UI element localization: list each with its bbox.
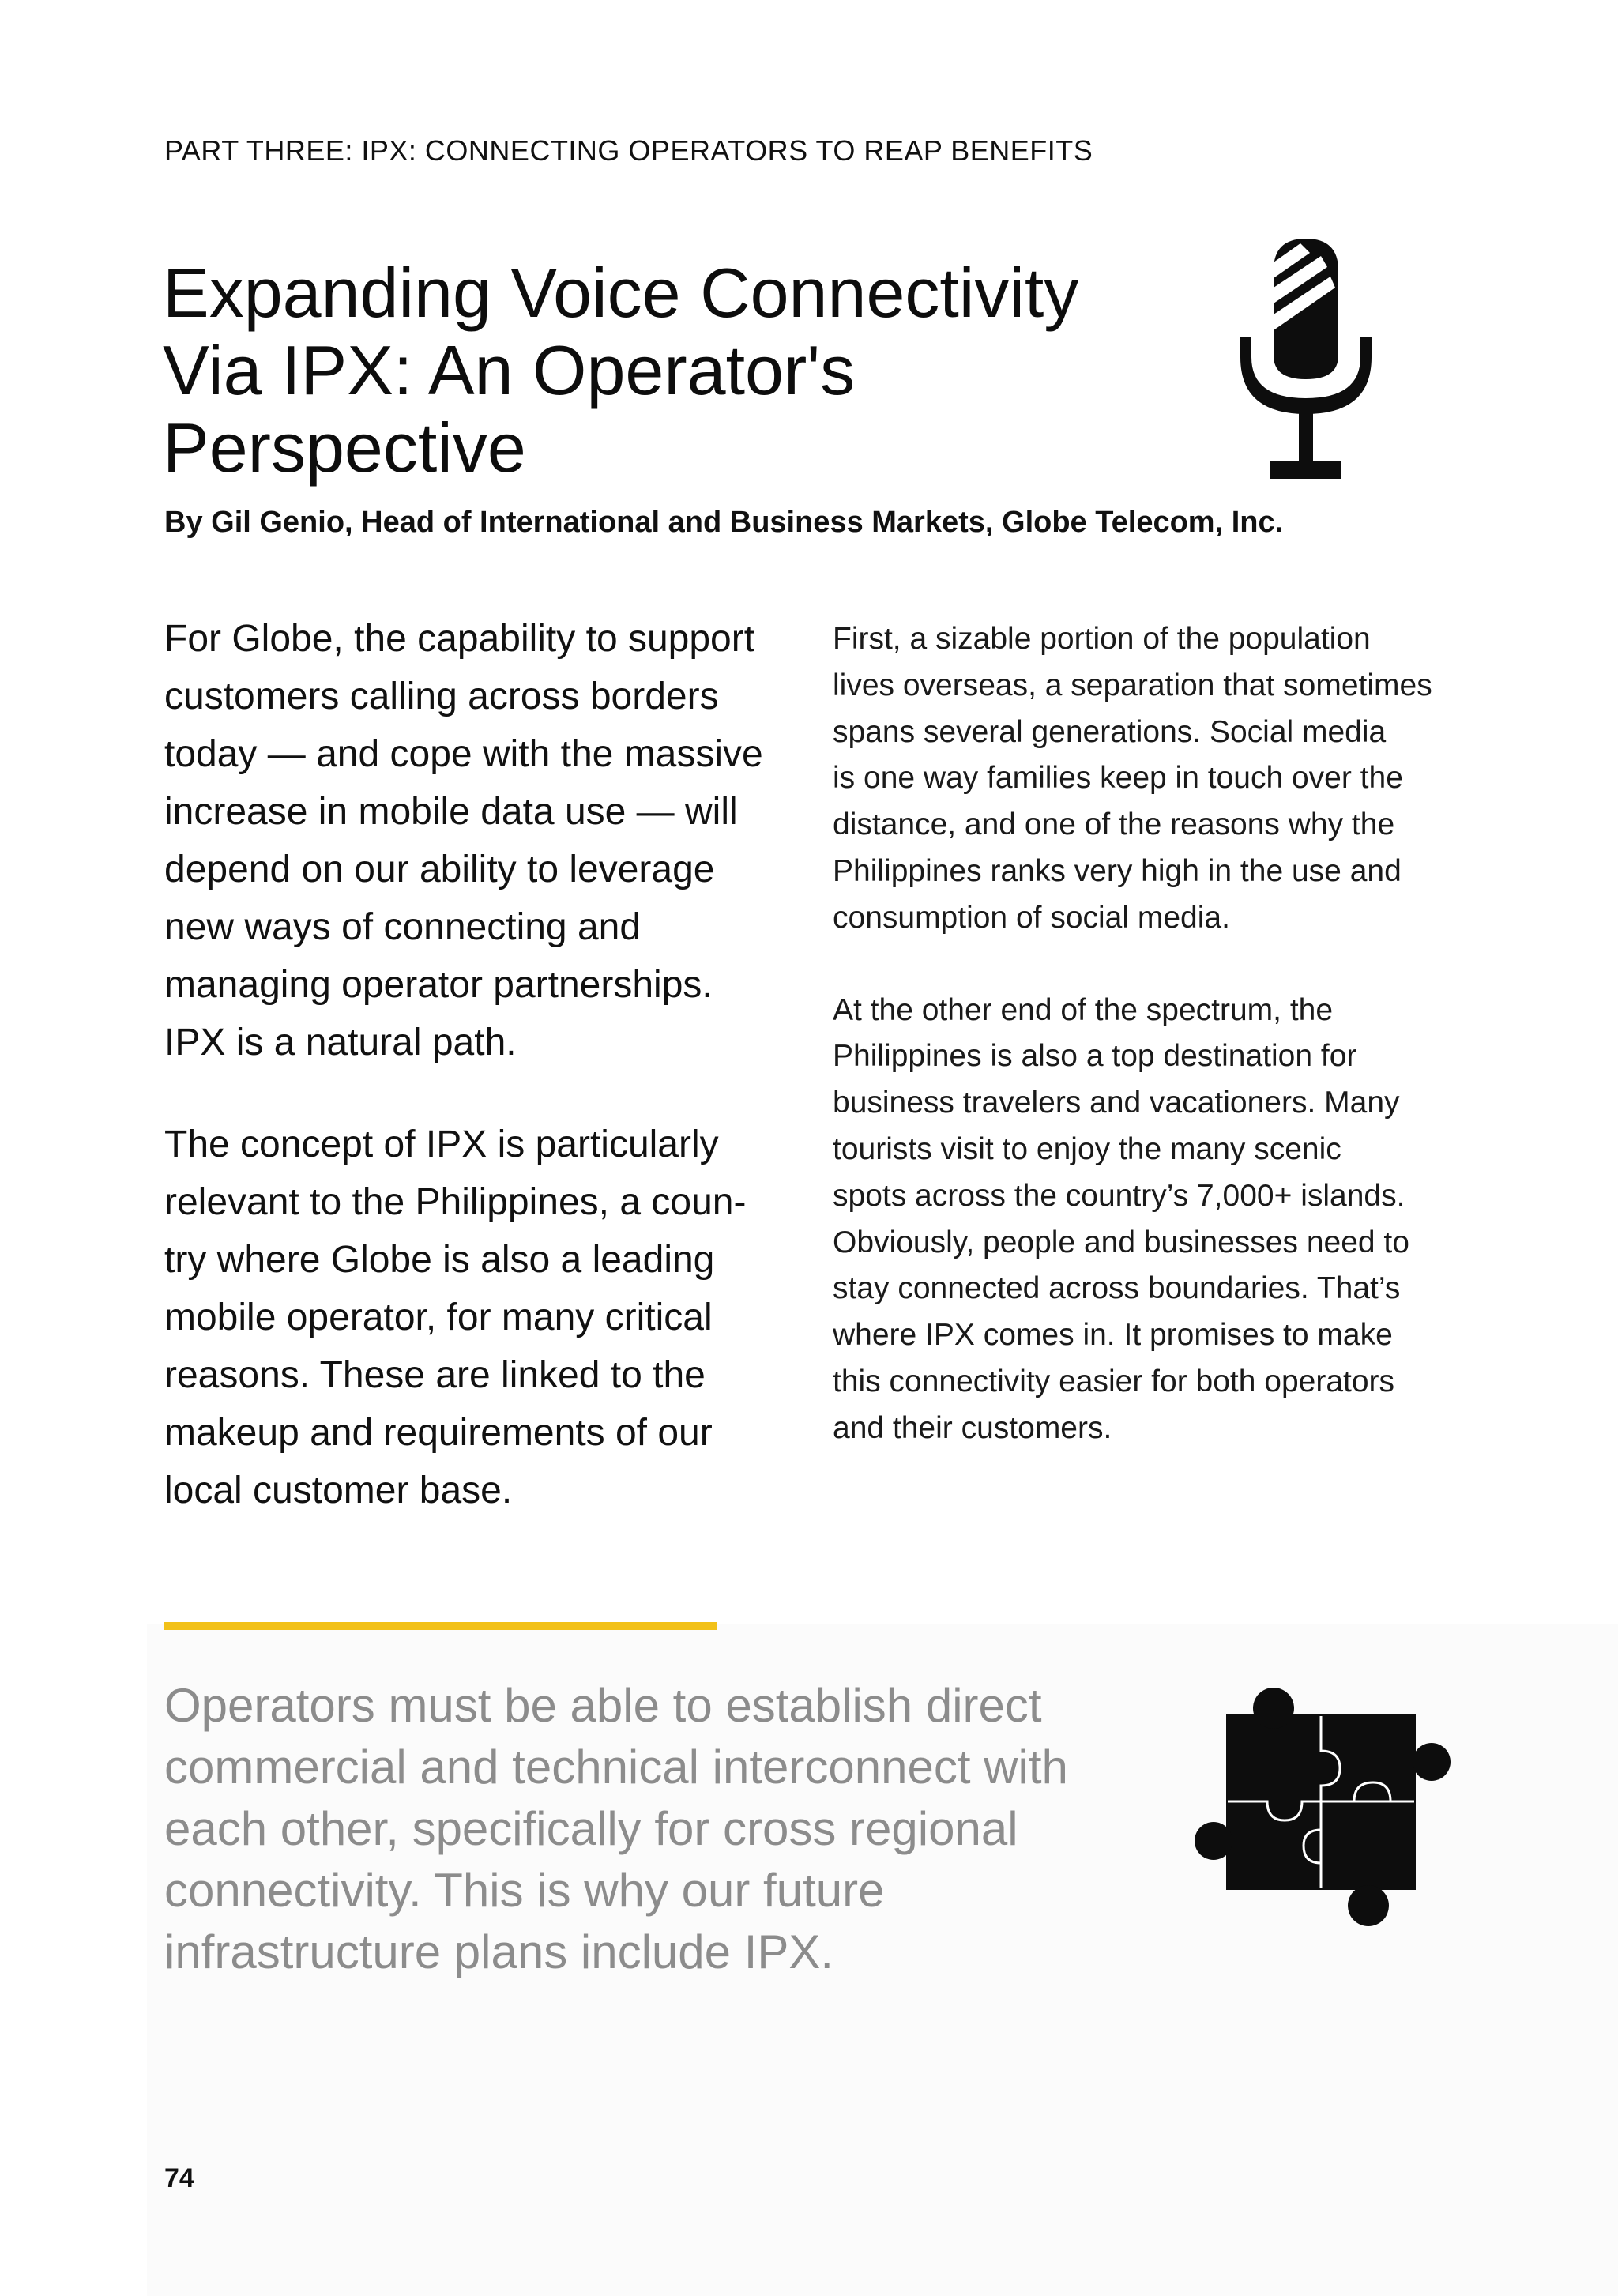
text-line: distance, and one of the reasons why the xyxy=(833,807,1395,842)
text-line: business travelers and vacationers. Many xyxy=(833,1086,1400,1120)
quote-line: infrastructure plans include IPX. xyxy=(164,1925,834,1978)
text-line: spots across the country’s 7,000+ islands. xyxy=(833,1178,1405,1213)
text-line: First, a sizable portion of the population xyxy=(833,622,1371,656)
text-line: lives overseas, a separation that sometimes xyxy=(833,668,1432,702)
text-line: mobile operator, for many critical xyxy=(164,1297,713,1338)
text-line: today — and cope with the massive xyxy=(164,733,763,775)
text-line: IPX is a natural path. xyxy=(164,1022,517,1063)
text-line: depend on our ability to leverage xyxy=(164,849,715,890)
intro-paragraph xyxy=(164,610,796,1071)
text-line: tourists visit to enjoy the many scenic xyxy=(833,1131,1341,1166)
accent-rule xyxy=(164,1622,717,1630)
concept-paragraph xyxy=(164,1116,796,1519)
text-line: At the other end of the spectrum, the xyxy=(833,992,1334,1027)
text-line: increase in mobile data use — will xyxy=(164,791,738,833)
text-line: new ways of connecting and xyxy=(164,906,642,948)
left-column xyxy=(164,610,796,1564)
right-column xyxy=(833,616,1465,1498)
text-line: and their customers. xyxy=(833,1410,1112,1445)
pull-quote xyxy=(164,1675,1191,1983)
page-number: 74 xyxy=(164,2163,194,2193)
text-line: is one way families keep in touch over the xyxy=(833,761,1403,796)
text-line: where IPX comes in. It promises to make xyxy=(833,1318,1393,1353)
text-line: reasons. These are linked to the xyxy=(164,1354,706,1396)
text-line: local customer base. xyxy=(164,1470,513,1511)
puzzle-pieces-icon xyxy=(1185,1675,1462,1936)
text-line: managing operator partnerships. xyxy=(164,964,713,1006)
text-line: customers calling across borders xyxy=(164,676,719,717)
text-line: Obviously, people and businesses need to xyxy=(833,1225,1409,1259)
microphone-icon xyxy=(1234,239,1378,480)
quote-line: commercial and technical interconnect with xyxy=(164,1741,1068,1794)
quote-line: connectivity. This is why our future xyxy=(164,1864,885,1917)
title-line: Expanding Voice Connectivity xyxy=(163,254,1079,332)
quote-line: Operators must be able to establish direct xyxy=(164,1679,1042,1732)
text-line: this connectivity easier for both operators xyxy=(833,1364,1395,1398)
text-line: spans several generations. Social media xyxy=(833,714,1387,749)
text-line: Philippines ranks very high in the use and xyxy=(833,853,1402,888)
overseas-paragraph xyxy=(833,616,1465,942)
section-label: PART THREE: IPX: CONNECTING OPERATORS TO REAP BENEFITS xyxy=(164,134,1093,167)
text-line: The concept of IPX is particularly xyxy=(164,1124,719,1165)
title-line: Perspective xyxy=(163,408,526,487)
title-line: Via IPX: An Operator's xyxy=(163,331,856,409)
text-line: stay connected across boundaries. That’s xyxy=(833,1271,1401,1306)
quote-line: each other, specifically for cross regional xyxy=(164,1802,1018,1855)
text-line: try where Globe is also a leading xyxy=(164,1239,715,1281)
text-line: For Globe, the capability to support xyxy=(164,618,755,660)
text-line: relevant to the Philippines, a coun- xyxy=(164,1181,747,1223)
text-line: consumption of social media. xyxy=(833,900,1230,935)
byline: By Gil Genio, Head of International and Business Markets, Globe Telecom, Inc. xyxy=(164,506,1284,539)
text-line: Philippines is also a top destination for xyxy=(833,1039,1357,1074)
article-title xyxy=(163,254,1190,487)
text-line: makeup and requirements of our xyxy=(164,1412,713,1454)
destination-paragraph xyxy=(833,988,1465,1452)
